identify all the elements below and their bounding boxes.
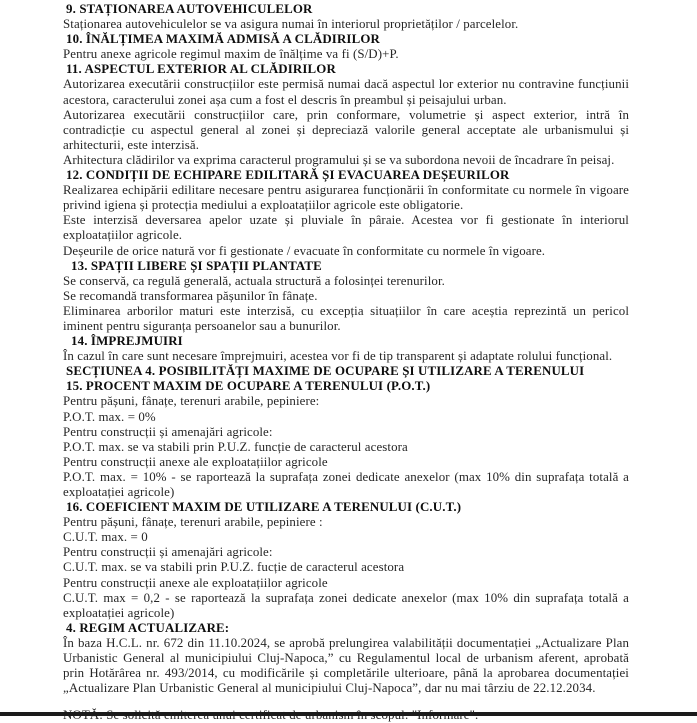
section-heading: 13. SPAȚII LIBERE ȘI SPAȚII PLANTATE (71, 258, 322, 273)
paragraph: Pentru construcții și amenajări agricole: (63, 545, 273, 560)
paragraph: Autorizarea executării construcțiilor care, prin conformare, volumetrie și aspect exterior, intră în contradicție cu aspectul general al zonei și depreciază valorile general acceptate ale urbanismului și arhitecturii, este interzisă. (63, 107, 629, 152)
paragraph: P.O.T. max. se va stabili prin P.U.Z. funcție de caracterul acestora (63, 439, 408, 454)
paragraph: Se conservă, ca regulă generală, actuala structură a folosinței terenurilor. (63, 273, 445, 288)
section-heading: SECȚIUNEA 4. POSIBILITĂȚI MAXIME DE OCUPARE ȘI UTILIZARE A TERENULUI (66, 364, 585, 379)
paragraph: În cazul în care sunt necesare împrejmuiri, acestea vor fi de tip transparent și adaptate rolului funcțional. (63, 349, 613, 364)
blank-line (63, 696, 629, 708)
page-bottom-divider (0, 712, 697, 716)
document-body (63, 2, 629, 723)
paragraph: C.U.T. max. se va stabili prin P.U.Z. fucție de caracterul acestora (63, 560, 405, 575)
paragraph: Este interzisă deversarea apelor uzate și pluviale în pâraie. Acestea vor fi gestionate în interiorul exploatațiilor agricole. (63, 213, 629, 243)
paragraph: Pentru construcții și amenajări agricole: (63, 424, 273, 439)
section-heading: 10. ÎNĂLȚIMEA MAXIMĂ ADMISĂ A CLĂDIRILOR (66, 32, 380, 47)
paragraph: P.O.T. max. = 0% (63, 409, 156, 424)
paragraph: C.U.T. max = 0,2 - se raportează la suprafața zonei dedicate anexelor (max 10% din suprafața totală a exploatației agricole) (63, 590, 629, 620)
paragraph: Staționarea autovehiculelor se va asigura numai în interiorul proprietăților / parcelelor. (63, 17, 519, 32)
section-heading: 14. ÎMPREJMUIRI (71, 334, 183, 349)
paragraph: Pentru construcții anexe ale exploatațiilor agricole (63, 454, 328, 469)
section-heading: 9. STAȚIONAREA AUTOVEHICULELOR (66, 2, 313, 16)
paragraph: Eliminarea arborilor maturi este interzisă, cu excepția situațiilor în care aceștia reprezintă un pericol iminent pentru siguranța persoanelor sau a bunurilor. (63, 303, 629, 333)
paragraph: Arhitectura clădirilor va exprima caracterul programului și se va subordona nevoii de încadrare în peisaj. (63, 152, 615, 167)
section-heading: 15. PROCENT MAXIM DE OCUPARE A TERENULUI (P.O.T.) (66, 379, 431, 394)
paragraph: C.U.T. max. = 0 (63, 530, 148, 545)
paragraph: Se recomandă transformarea pășunilor în fânațe. (63, 288, 318, 303)
paragraph: Pentru anexe agricole regimul maxim de înălțime va fi (S/D)+P. (63, 47, 399, 62)
section-heading: 11. ASPECTUL EXTERIOR AL CLĂDIRILOR (66, 62, 336, 77)
paragraph: Autorizarea executării construcțiilor este permisă numai dacă aspectul lor exterior nu contravine funcțiunii acestora, caracterului zonei așa cum a fost el descris în preambul și peisajului urban. (63, 77, 629, 107)
paragraph: Pentru construcții anexe ale exploatațiilor agricole (63, 575, 328, 590)
paragraph: Pentru pășuni, fânațe, terenuri arabile, pepiniere: (63, 394, 320, 409)
paragraph: Realizarea echipării edilitare necesare pentru asigurarea funcționării în conformitate cu normele în vigoare privind igiena și protecția mediului a exploatațiilor agricole este obligatorie. (63, 183, 629, 213)
paragraph: Pentru pășuni, fânațe, terenuri arabile, pepiniere : (63, 515, 323, 530)
section-heading: 16. COEFICIENT MAXIM DE UTILIZARE A TERENULUI (C.U.T.) (66, 500, 462, 515)
section-heading: 12. CONDIȚII DE ECHIPARE EDILITARĂ ȘI EVACUAREA DEȘEURILOR (66, 168, 510, 183)
paragraph: P.O.T. max. = 10% - se raportează la suprafața zonei dedicate anexelor (max 10% din suprafața totală a exploatației agricole) (63, 469, 629, 499)
paragraph: În baza H.C.L. nr. 672 din 11.10.2024, se aprobă prelungirea valabilității documentației „Actualizare Plan Urbanistic General al municipiului Cluj-Napoca,” cu Regulamentul local de urbanism aferent, aprobată prin Hotărârea nr. 493/2014, cu modificările și completările ulterioare, până la aprobarea documentației „Actualizare Plan Urbanistic General al municipiului Cluj-Napoca”, dar nu mai târziu de 22.12.2034. (63, 635, 629, 696)
paragraph: Deșeurile de orice natură vor fi gestionate / evacuate în conformitate cu normele în vigoare. (63, 243, 546, 258)
section-heading: 4. REGIM ACTUALIZARE: (66, 620, 230, 635)
